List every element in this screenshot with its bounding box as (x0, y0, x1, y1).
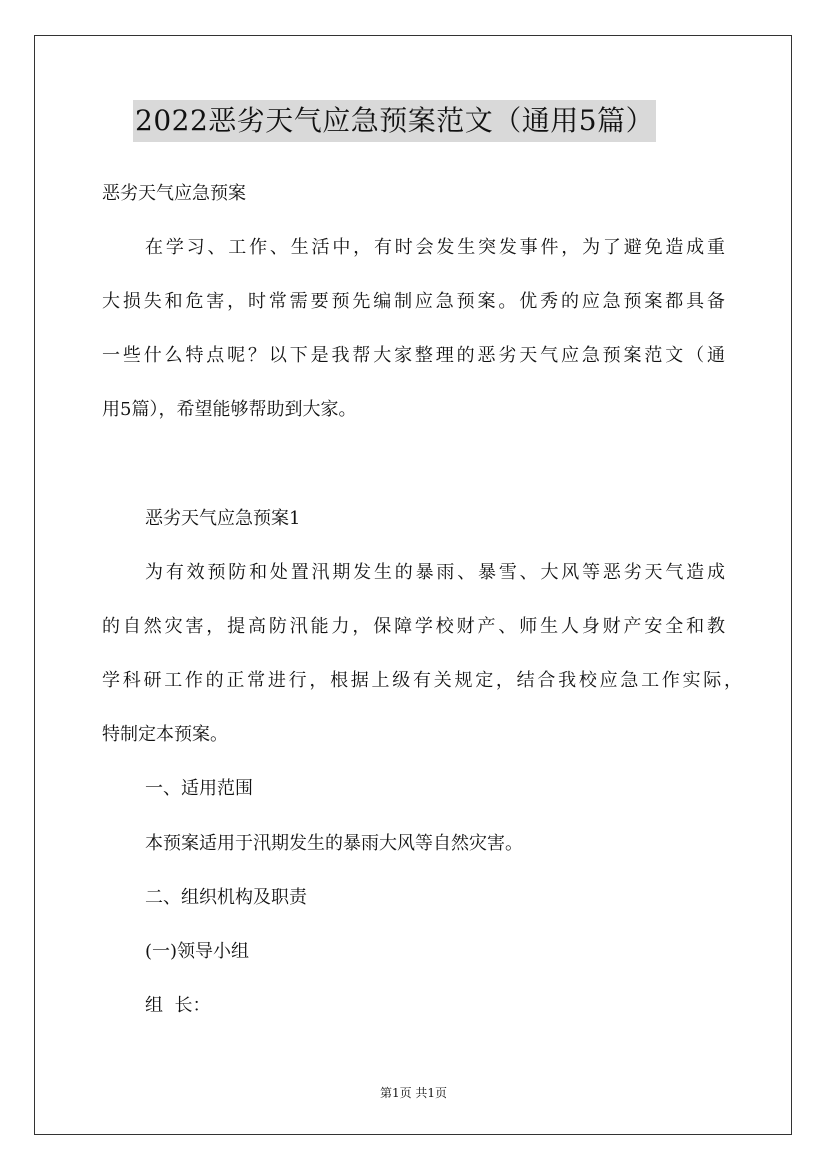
leader-group: (一)领导小组 (145, 941, 250, 962)
section-line: 特制定本预案。 (102, 724, 228, 745)
intro-line: 大损失和危害，时常需要预先编制应急预案。优秀的应急预案都具备 (102, 291, 725, 312)
document-title: 2022恶劣天气应急预案范文（通用5篇） (133, 100, 656, 142)
leader-title: 组 长： (145, 995, 211, 1016)
org-heading: 二、组织机构及职责 (145, 887, 307, 908)
intro-line: 在学习、工作、生活中，有时会发生突发事件，为了避免造成重 (145, 237, 725, 258)
section-line: 为有效预防和处置汛期发生的暴雨、暴雪、大风等恶劣天气造成 (145, 562, 725, 583)
section-line: 的自然灾害，提高防汛能力，保障学校财产、师生人身财产安全和教 (102, 616, 725, 637)
intro-line: 一些什么特点呢？以下是我帮大家整理的恶劣天气应急预案范文（通 (102, 345, 725, 366)
section-line: 学科研工作的正常进行，根据上级有关规定，结合我校应急工作实际， (102, 670, 742, 691)
document-heading: 恶劣天气应急预案 (102, 183, 246, 204)
intro-line: 用5篇），希望能够帮助到大家。 (102, 399, 357, 420)
page-footer: 第1页 共1页 (379, 1086, 448, 1100)
scope-text: 本预案适用于汛期发生的暴雨大风等自然灾害。 (145, 833, 523, 854)
scope-heading: 一、适用范围 (145, 778, 253, 799)
section-title: 恶劣天气应急预案1 (145, 508, 301, 529)
